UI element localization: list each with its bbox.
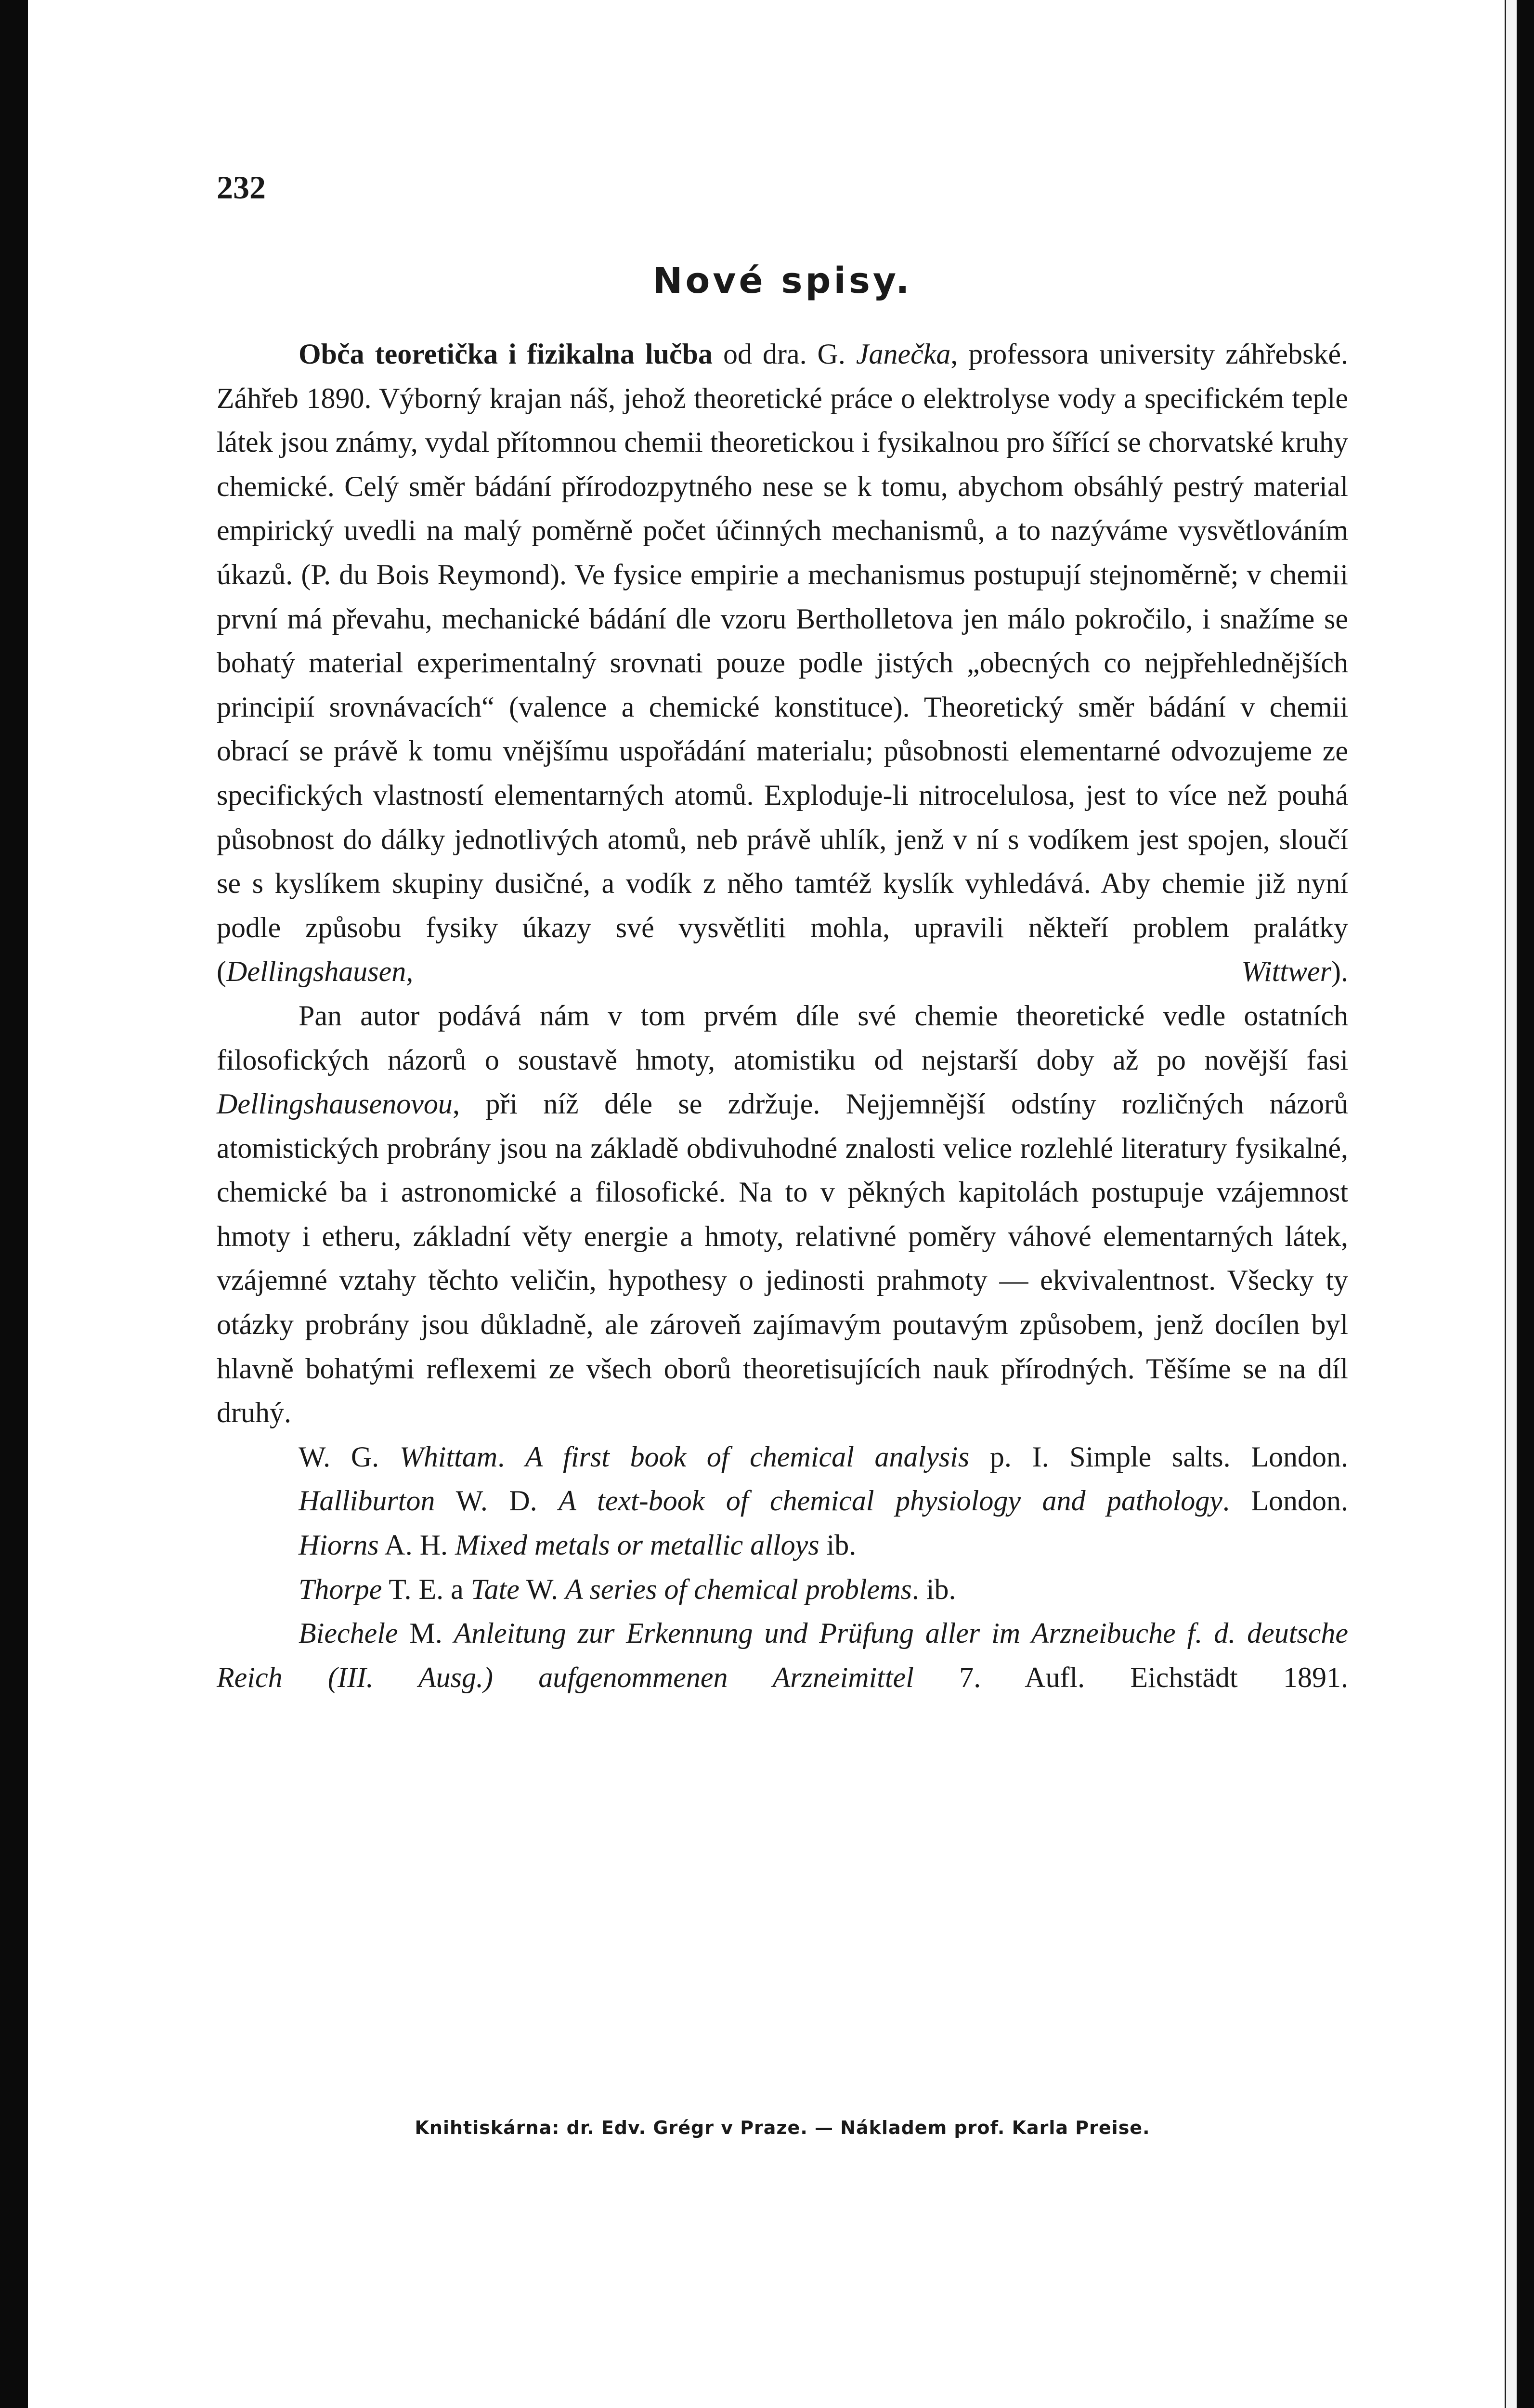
reference-item	[217, 1435, 1348, 1479]
reference-suffix: ib.	[819, 1529, 857, 1561]
book-title: Obča teoretička i fizikalna lučba	[299, 338, 713, 370]
page-number: 232	[217, 169, 266, 206]
reference-list	[217, 1435, 1348, 1700]
reference-title: A first book of chemical analysis	[525, 1440, 970, 1473]
review-paragraph-2	[217, 994, 1348, 1435]
paragraph-1-end: ).	[1331, 955, 1348, 988]
review-author: Janečka	[856, 338, 951, 370]
reference-author: Hiorns	[299, 1529, 379, 1561]
reference-title: A text-book of chemical physiology and pathology	[559, 1485, 1222, 1517]
reference-suffix: p. I. Simple salts. London.	[969, 1440, 1349, 1473]
citation-1: Dellingshausen, Wittwer	[226, 955, 1332, 988]
scan-border-right	[1517, 0, 1534, 2408]
reference-mid: M.	[398, 1617, 454, 1649]
review-text-2b: , při níž déle se zdržuje. Nejjemnější odstíny rozličných názorů atomistických probrány jsou na základě obdivuhodné znalosti velice rozlehlé literatury fysikalné, chemické ba i astronomické a filosofické. Na to v pěkných kapitolách postupuje vzájemnost hmoty i etheru, základní věty energie a hmoty, relativné poměry váhové elementarných látek, vzájemné vztahy těchto veličin, hypothesy o jedinosti prahmoty — ekvivalentnost. Všecky ty otázky probrány jsou důkladně, ale zároveň zajímavým poutavým způsobem, jenž docílen byl hlavně bohatými reflexemi ze všech oborů theoretisujících nauk přírodných. Těšíme se na díl druhý.	[217, 1088, 1348, 1429]
reference-author: Thorpe	[299, 1573, 382, 1605]
reference-title: A series of chemical problems	[565, 1573, 912, 1605]
reference-title: Anleitung zur Erkennung und Prüfung aller im Arzneibuche f. d. deutsche Reich (III. Ausg.) aufgenommenen Arzneimittel	[217, 1617, 1349, 1693]
scan-page-edge	[1505, 0, 1517, 2408]
citation-2: Dellingshausenovou	[217, 1088, 453, 1120]
reference-suffix: . London.	[1222, 1485, 1349, 1517]
reference-mid: A. H.	[378, 1529, 455, 1561]
reference-author: Biechele	[299, 1617, 398, 1649]
reference-item	[217, 1611, 1348, 1700]
reference-item	[217, 1479, 1348, 1523]
reference-prefix: W. G.	[299, 1440, 400, 1473]
reference-mid: W.	[519, 1573, 565, 1605]
reference-author: Whittam	[399, 1440, 498, 1473]
reference-title: Mixed metals or metallic alloys	[455, 1529, 819, 1561]
review-text-1: , professora university záhřebské. Záhřeb 1890. Výborný krajan náš, jehož theoretické práce o elektrolyse vody a specifickém teple látek jsou známy, vydal přítomnou chemii theoretickou i fysikalnou pro šířící se chorvatské kruhy chemické. Celý směr bádání přírodozpytného nese se k tomu, abychom obsáhlý pestrý material empirický uvedli na malý poměrně počet účinných mechanismů, a to nazýváme vysvětlováním úkazů. (P. du Bois Reymond). Ve fysice empirie a mechanismus postupují stejnoměrně; v chemii první má převahu, mechanické bádání dle vzoru Bertholletova jen málo pokročilo, i snažíme se bohatý material experimentalný srovnati pouze podle jistých „obecných co nejpřehlednějších principií srovnávacích“ (valence a chemické konstituce). Theoretický směr bádání v chemii obrací se právě k tomu vnějšímu uspořádání materialu; působnosti elementarné odvozujeme ze specifických vlastností elementarných atomů. Exploduje-li nitrocelulosa, jest to více než pouhá působnost do dálky jednotlivých atomů, neb právě uhlík, jenž v ní s vodíkem jest spojen, sloučí se s kyslíkem skupiny dusičné, a vodík z něho tamtéž kyslík vyhledává. Aby chemie již nyní podle způsobu fysiky úkazy své vysvětliti mohla, upravili někteří problem pralátky (	[217, 338, 1348, 988]
section-title: Nové spisy.	[652, 260, 912, 301]
reference-suffix: 7. Aufl. Eichstädt 1891.	[913, 1661, 1348, 1693]
printer-imprint: Knihtiskárna: dr. Edv. Grégr v Praze. — Nákladem prof. Karla Preise.	[415, 2117, 1150, 2138]
reference-item	[217, 1568, 1348, 1612]
scan-border-left	[0, 0, 28, 2408]
review-text-2a: Pan autor podává nám v tom prvém díle své chemie theoretické vedle ostatních filosofických názorů o soustavě hmoty, atomistiku od nejstarší doby až po novější fasi	[217, 999, 1348, 1076]
review-paragraph-1	[217, 332, 1348, 994]
intro-text: od dra. G.	[713, 338, 856, 370]
reference-item	[217, 1523, 1348, 1568]
reference-mid: T. E. a	[382, 1573, 471, 1605]
reference-suffix: . ib.	[911, 1573, 956, 1605]
page	[217, 0, 1348, 2408]
reference-author: Halliburton	[299, 1485, 435, 1517]
body-text	[217, 332, 1348, 1700]
reference-mid: W. D.	[435, 1485, 559, 1517]
reference-coauthor: Tate	[470, 1573, 520, 1605]
reference-mid: .	[497, 1440, 525, 1473]
